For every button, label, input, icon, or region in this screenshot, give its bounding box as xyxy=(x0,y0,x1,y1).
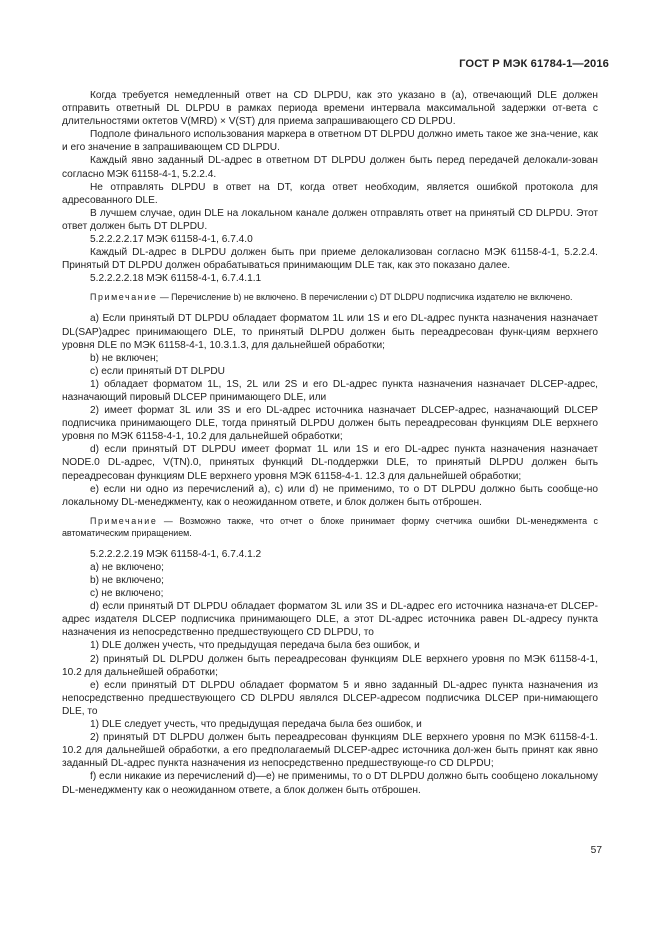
document-header: ГОСТ Р МЭК 61784-1—2016 xyxy=(459,58,609,70)
note-label: Примечание xyxy=(90,292,158,303)
clause-heading: 5.2.2.2.2.19 МЭК 61158-4-1, 6.7.4.1.2 xyxy=(90,548,262,560)
note-text: — Возможно также, что отчет о блоке принимает форму счетчика ошибки DL-менеджмента с автоматическим приращением. xyxy=(62,515,598,538)
paragraph: Когда требуется немедленный ответ на CD DLPDU, как это указано в (а), отвечающий DLE должен отправить ответный DL DLPDU в рамках периода времени интервала максимальной задержки от-вета с длительностями октетов V(MRD) × V(ST) для приема запрашивающего CD DLPDU. xyxy=(62,90,598,128)
note-label: Примечание xyxy=(90,515,158,526)
note-text: — Перечисление b) не включено. В перечислении c) DT DLDPU подписчика издателю не включено. xyxy=(157,292,573,303)
list-item: e) если ни одно из перечислений а), с) или d) не применимо, то о DT DLPDU должно быть сообще-но локальному DL-менеджменту, как о неожиданном ответе, и блок должен быть отброшен. xyxy=(62,483,598,508)
list-item: 1) DLE должен учесть, что предыдущая передача была без ошибок, и xyxy=(90,640,420,652)
list-item: d) если принятый DT DLPDU обладает форматом 3L или 3S и DL-адрес его источника назнача-ет DLCEP-адрес издателя DLCEP подписчика принимающего DLE, а этот DL-адрес источника равен DL-адресу пункта назначения из непосредственно предшествующего CD DLPDU, то xyxy=(62,601,598,639)
list-item: b) не включено; xyxy=(90,575,164,586)
paragraph: Не отправлять DLPDU в ответ на DT, когда ответ необходим, является ошибкой протокола для адресованного DLE. xyxy=(62,181,598,206)
list-item: c) если принятый DT DLPDU xyxy=(90,365,225,377)
list-item: а) Если принятый DT DLPDU обладает форматом 1L или 1S и его DL-адрес пункта назначения назначает DL(SAP)адрес принимающего DLE, то принятый DLPDU должен быть переадресован функ-циям верхнего уровня DLE по МЭК 61158-4-1, 10.3.1.3, для дальнейшей обработки; xyxy=(62,313,598,351)
list-item: 1) DLE следует учесть, что предыдущая передача была без ошибок, и xyxy=(90,719,422,731)
list-item: d) если принятый DT DLPDU имеет формат 1L или 1S и его DL-адрес пункта назначения назначает NODE.0 DL-адрес, V(TN).0, принятых функций DL-поддержки DLE, то принятый DLPDU должен быть переадресован функциям DLE верхнего уровня МЭК 61158-4-1. 12.3 для дальнейшей обработки; xyxy=(62,444,598,482)
body-text xyxy=(62,89,598,797)
list-item: b) не включен; xyxy=(90,352,159,364)
list-item: с) не включено; xyxy=(90,588,164,600)
clause-heading: 5.2.2.2.2.18 МЭК 61158-4-1, 6.7.4.1.1 xyxy=(90,273,262,285)
paragraph: Подполе финального использования маркера в ответном DT DLPDU должно иметь такое же зна-чение, как и его значение в запрашивающем CD DLPDU. xyxy=(62,129,598,154)
note xyxy=(62,291,598,303)
paragraph: Каждый явно заданный DL-адрес в ответном DT DLPDU должен быть перед передачей делокали-зован согласно МЭК 61158-4-1, 5.2.2.4. xyxy=(62,155,598,180)
list-item: 2) принятый DL DLPDU должен быть переадресован функциям DLE верхнего уровня по МЭК 61158-4-1, 10.2 для дальнейшей обработки; xyxy=(62,653,598,678)
paragraph: Каждый DL-адрес в DLPDU должен быть при приеме делокализован согласно МЭК 61158-4-1, 5.2.2.4. Принятый DT DLPDU должен обрабатываться принимающим DLE так, как это показано далее. xyxy=(62,247,598,272)
list-item: f) если никакие из перечислений d)—e) не применимы, то о DT DLPDU должно быть сообщено локальному DL-менеджменту как о неожиданном ответе, а блок должен быть отброшен. xyxy=(62,771,598,796)
paragraph: В лучшем случае, один DLE на локальном канале должен отправлять ответ на принятый CD DLPDU. Этот ответ должен быть DT DLPDU. xyxy=(62,207,598,232)
list-item: 2) имеет формат 3L или 3S и его DL-адрес источника назначает DLCEP-адрес, назначающий DLCEP подписчика принимающего DLE, тогда принятый DLPDU должен быть переадресован функциям DLE верхнего уровня по МЭК 61158-4-1, 10.2 для дальнейшей обработки; xyxy=(62,405,598,443)
note xyxy=(62,515,598,539)
page-number: 57 xyxy=(590,845,602,856)
clause-heading: 5.2.2.2.2.17 МЭК 61158-4-1, 6.7.4.0 xyxy=(90,234,253,246)
list-item: а) не включено; xyxy=(90,561,164,573)
list-item: 1) обладает форматом 1L, 1S, 2L или 2S и его DL-адрес пункта назначения назначает DLCEP-адрес, назначающий пировый DLCEP принимающего DLE, или xyxy=(62,378,598,403)
list-item: 2) принятый DT DLPDU должен быть переадресован функциям DLE верхнего уровня по МЭК 61158-4-1. 10.2 для дальнейшей обработки, а его предполагаемый DLCEP-адрес источника дол-жен быть принят как явно заданный DL-адрес пункта назначения из непосредственно предшествующе-го CD DLPDU; xyxy=(62,732,598,770)
list-item: е) если принятый DT DLPDU обладает форматом 5 и явно заданный DL-адрес пункта назначения из непосредственно предшествующего CD DLPDU являлся DLCEP-адресом подписчика DLCEP при-нимающего DLE, то xyxy=(62,679,598,717)
